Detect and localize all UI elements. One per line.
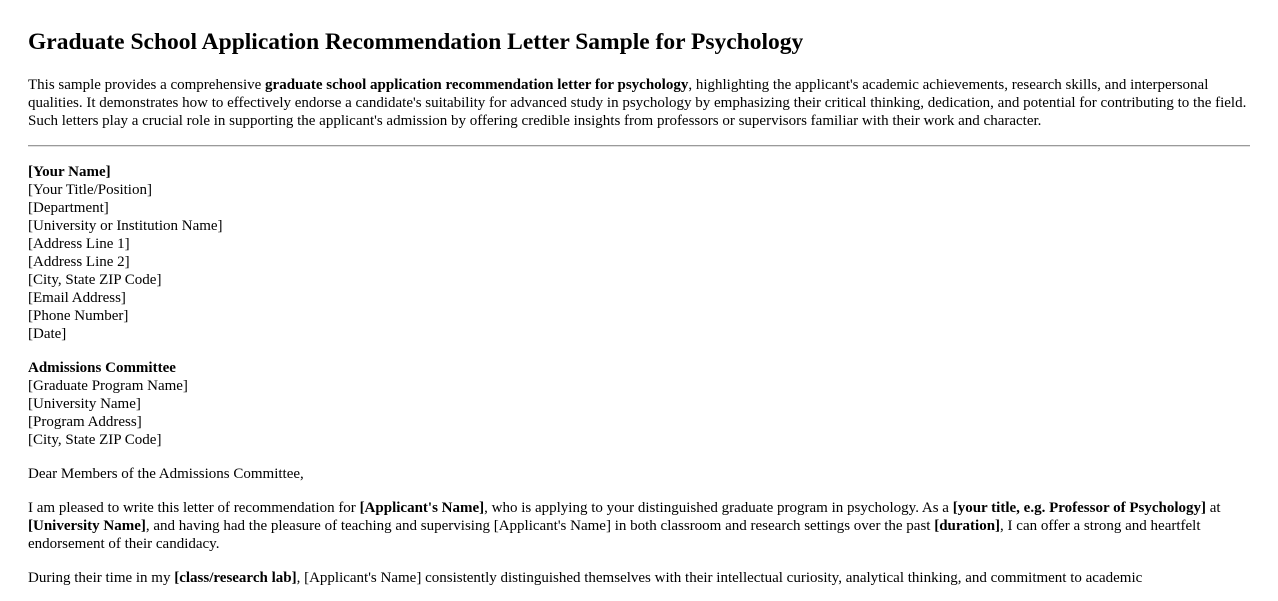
sender-line: [Your Title/Position] bbox=[28, 182, 152, 198]
para-bold: [University Name] bbox=[28, 518, 146, 534]
sender-line: [University or Institution Name] bbox=[28, 218, 223, 234]
sender-line: [Date] bbox=[28, 326, 67, 342]
letter-paragraph-1 bbox=[28, 499, 1250, 553]
sender-line: [Department] bbox=[28, 200, 109, 216]
intro-text-bold: graduate school application recommendation letter for psychology bbox=[265, 77, 689, 93]
sender-address-block bbox=[28, 163, 1250, 343]
para-text: , who is applying to your distinguished graduate program in psychology. As a bbox=[484, 500, 953, 516]
para-bold: [your title, e.g. Professor of Psychology] bbox=[952, 500, 1206, 516]
para-text: , I can offer a strong and heartfelt endorsement of their candidacy. bbox=[28, 518, 1201, 552]
recipient-heading: Admissions Committee bbox=[28, 360, 176, 376]
para-text: at bbox=[1206, 500, 1221, 516]
sender-line: [Address Line 2] bbox=[28, 254, 130, 270]
divider bbox=[28, 145, 1250, 147]
intro-text-post: , highlighting the applicant's academic achievements, research skills, and interpersonal qualities. It demonstrates how to effectively endorse a candidate's suitability for advanced study in psychology by emphasizing their critical thinking, dedication, and potential for contributing to the field. Such letters play a crucial role in supporting the applicant's admission by offering credible insights from professors or supervisors familiar with their work and character. bbox=[28, 77, 1247, 129]
recipient-line: [Graduate Program Name] bbox=[28, 378, 188, 394]
para-text: During their time in my bbox=[28, 570, 175, 586]
para-bold: [Applicant's Name] bbox=[359, 500, 485, 516]
intro-paragraph bbox=[28, 76, 1250, 130]
page-title: Graduate School Application Recommendation Letter Sample for Psychology bbox=[28, 29, 804, 55]
recipient-line: [University Name] bbox=[28, 396, 141, 412]
para-bold: [class/research lab] bbox=[174, 570, 297, 586]
recipient-address-block bbox=[28, 359, 1250, 449]
para-text: , [Applicant's Name] consistently distinguished themselves with their intellectual curiosity, analytical thinking, and commitment to academic bbox=[296, 570, 1143, 586]
recipient-line: [City, State ZIP Code] bbox=[28, 432, 162, 448]
salutation: Dear Members of the Admissions Committee, bbox=[28, 466, 304, 482]
intro-text-pre: This sample provides a comprehensive bbox=[28, 77, 266, 93]
sender-line: [Email Address] bbox=[28, 290, 126, 306]
sender-line: [Phone Number] bbox=[28, 308, 129, 324]
letter-paragraph-2 bbox=[28, 569, 1250, 587]
recipient-line: [Program Address] bbox=[28, 414, 142, 430]
sender-name: [Your Name] bbox=[28, 164, 111, 180]
sender-line: [City, State ZIP Code] bbox=[28, 272, 162, 288]
para-text: I am pleased to write this letter of recommendation for bbox=[28, 500, 360, 516]
sender-line: [Address Line 1] bbox=[28, 236, 130, 252]
para-text: , and having had the pleasure of teaching and supervising [Applicant's Name] in both classroom and research settings over the past bbox=[145, 518, 935, 534]
para-bold: [duration] bbox=[934, 518, 1001, 534]
